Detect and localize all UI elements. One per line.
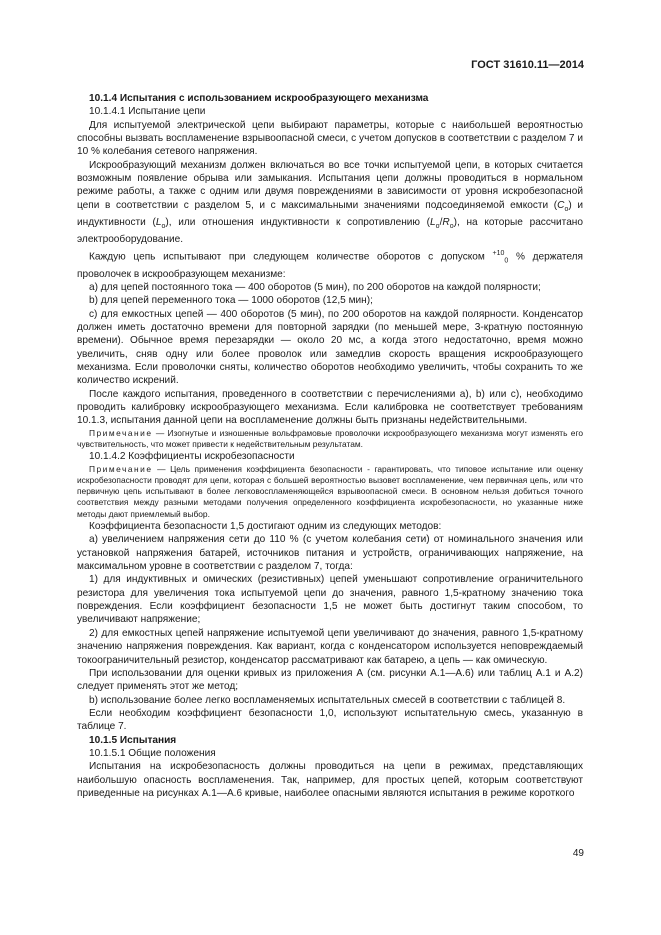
note-paragraph: Примечание — Изогнутые и изношенные вольфрамовые проволочки искрообразующего механизма могут изменять его чувствительность, что может привести к недействительным результатам. bbox=[77, 427, 583, 449]
paragraph: 10.1.4.1 Испытание цепи bbox=[89, 106, 206, 118]
paragraph: а) увеличением напряжения сети до 110 % (с учетом колебания сети) от номинального значения или установкой напряжения батарей, источников питания и устройств, ограничивающих напряжение, на максимальном уровне в соответствии с разделом 7, тогда: bbox=[77, 534, 583, 573]
paragraph: Если необходим коэффициент безопасности 1,0, используют испытательную смесь, указанную в таблице 7. bbox=[77, 707, 583, 733]
paragraph: Каждую цепь испытывают при следующем количестве оборотов с допуском $^{+10}_0$ % держателя проволочек в искрообразующем механизме: bbox=[77, 249, 583, 280]
paragraph: 10.1.5.1 Общие положения bbox=[89, 747, 216, 759]
paragraph: 10.1.4 Испытания с использованием искрообразующего механизма bbox=[89, 93, 429, 104]
paragraph: Коэффициента безопасности 1,5 достигают одним из следующих методов: bbox=[89, 521, 442, 533]
paragraph: b) использование более легко воспламеняемых испытательных смесей в соответствии с таблицей 8. bbox=[89, 694, 566, 706]
paragraph: После каждого испытания, проведенного в соответствии с перечислениями а), b) или с), необходимо проводить калибровку искрообразующего механизма. Если калибровка не соответствует требованиям 10.1.3, испытания данной цепи на воспламенение должны быть признаны недействительными. bbox=[77, 388, 583, 427]
paragraph: с) для емкостных цепей — 400 оборотов (5 мин), по 200 оборотов на каждой полярности. Конденсатор должен иметь достаточно времени для повторной зарядки (по меньшей мере, 3-кратную постоянную времени). Обычное время перезарядки — около 20 мс, а когда этого недостаточно, время можно увеличить, сняв одну или более проволок или замедлив скорость вращения искрообразующего механизма. Если проволочки сняты, количество оборотов необходимо увеличить, чтобы сохранить то же количество искрений. bbox=[77, 308, 583, 387]
document-body bbox=[77, 92, 583, 800]
paragraph: b) для цепей переменного тока — 1000 оборотов (12,5 мин); bbox=[89, 295, 373, 307]
paragraph: 1) для индуктивных и омических (резистивных) цепей уменьшают сопротивление ограничительного резистора для увеличения тока испытуемой цепи до значения, равного 1,5-кратному значению тока повреждения. Если коэффициент безопасности 1,5 не может быть достигнут таким способом, то увеличивают напряжение; bbox=[77, 574, 583, 626]
paragraph: Искрообразующий механизм должен включаться во все точки испытуемой цепи, в которых считается возможным появление обрыва или замыкания. Испытания цепи должны проводиться в нормальном режиме работы, а также с одним или двумя повреждениями в зависимости от уровня искробезопасной цепи в соответствии с разделом 5, и с максимальными значениями подсоединяемой емкости $(C_o)$ и индуктивности $(L_o)$, или отношения индуктивности к сопротивлению $(L_o/R_o)$, на которые рассчитано электрооборудование. bbox=[77, 159, 583, 246]
paragraph: 2) для емкостных цепей напряжение испытуемой цепи увеличивают до значения, равного 1,5-кратному значению напряжения повреждения. Как вариант, когда с конденсатором используется неповреждаемый токоограничительный резистор, конденсатор рассматривают как батарею, а цепь — как омическую. bbox=[77, 627, 583, 666]
standard-header: ГОСТ 31610.11—2014 bbox=[471, 59, 584, 71]
paragraph: 10.1.5 Испытания bbox=[89, 734, 177, 746]
paragraph: Испытания на искробезопасность должны проводиться на цепи в режимах, представляющих наибольшую опасность воспламенения. Так, например, для простых цепей, которым соответствуют приведенные на рисунках А.1—А.6 кривые, наиболее опасными являются испытания в режиме короткого bbox=[77, 761, 583, 799]
note-paragraph: Примечание — Цель применения коэффициента безопасности - гарантировать, что типовое испытание или оценку искробезопасности проводят для цепи, которая с большей вероятностью вызовет воспламенение, чем первичная цепь, или что первичную цепь испытывают в более легковоспламеняющейся взрывоопасной смеси. В основном нельзя добиться точного соответствия между разными методами получения определенного коэффициента искробезопасности, но указанные ниже методы дают приемлемый выбор. bbox=[77, 463, 583, 519]
paragraph: а) для цепей постоянного тока — 400 оборотов (5 мин), по 200 оборотов на каждой полярности; bbox=[89, 281, 541, 293]
paragraph: 10.1.4.2 Коэффициенты искробезопасности bbox=[89, 451, 295, 463]
page-number: 49 bbox=[572, 848, 584, 859]
paragraph: Для испытуемой электрической цепи выбирают параметры, которые с наибольшей вероятностью способны вызвать воспламенение взрывоопасной смеси, с учетом допусков в соответствии с разделом 7 и 10 % колебания сетевого напряжения. bbox=[77, 119, 583, 158]
paragraph: При использовании для оценки кривых из приложения А (см. рисунки А.1—А.6) или таблиц А.1 и А.2) следует применять этот же метод; bbox=[77, 667, 583, 693]
